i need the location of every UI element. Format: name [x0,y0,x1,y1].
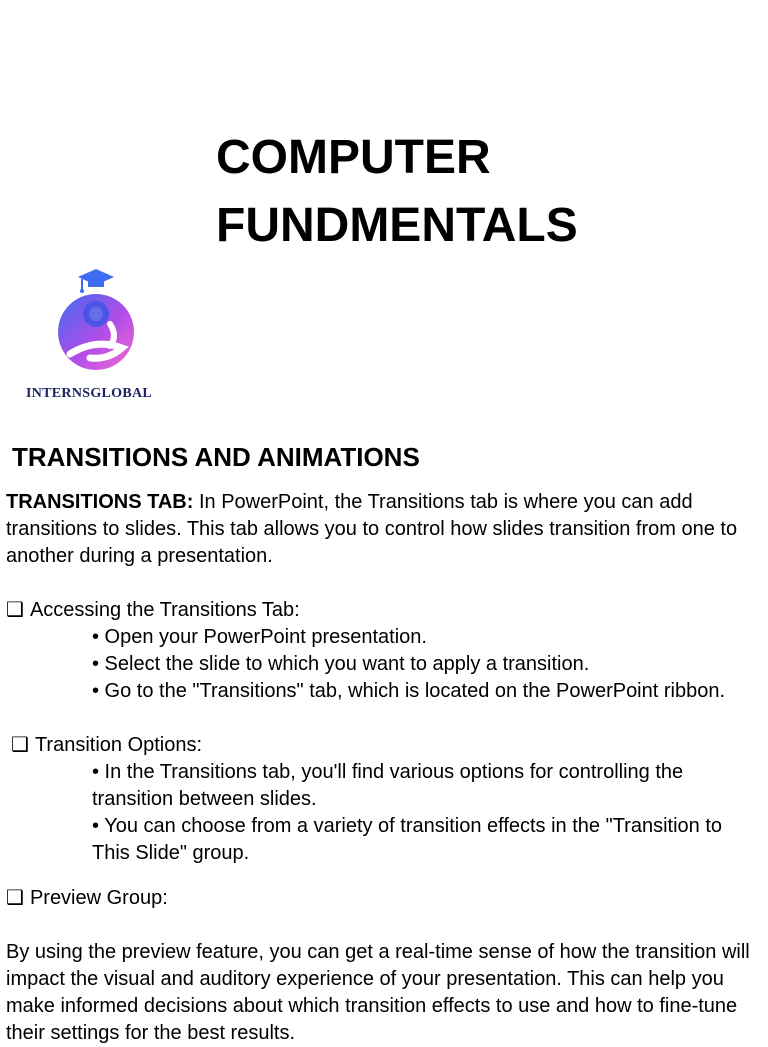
list-item: • Select the slide to which you want to apply a transition. [92,653,590,675]
list-item: • In the Transitions tab, you'll find various options for controlling the transition between slides. [92,761,684,810]
preview-heading-text: Preview Group: [29,887,168,909]
intro-text: In PowerPoint, the Transitions tab is where you can add transitions to slides. This tab allows you to control how slides transition from one to another during a presentation. [6,491,738,567]
accessing-heading-text: Accessing the Transitions Tab: [29,599,300,621]
page-title [216,124,578,260]
section-heading: TRANSITIONS AND ANIMATIONS [12,442,420,472]
intro-label: TRANSITIONS TAB: [6,491,194,513]
checkbox-bullet-icon: ❑ [6,599,24,621]
list-item: • Open your PowerPoint presentation. [92,626,427,648]
closing-paragraph: By using the preview feature, you can get a real-time sense of how the transition will impact the visual and auditory experience of your presentation. This can help you make informed decisions about which transition effects to use and how to fine-tune their settings for the best results. [6,941,750,1044]
logo-text: INTERNSGLOBAL [26,386,153,401]
intro-paragraph [6,489,762,570]
accessing-heading [6,597,300,624]
list-item: • Go to the "Transitions" tab, which is located on the PowerPoint ribbon. [92,680,726,702]
preview-heading [6,885,168,912]
options-heading [11,732,202,759]
options-list [92,759,762,867]
logo [22,266,172,406]
list-item: • You can choose from a variety of transition effects in the "Transition to This Slide" group. [92,815,722,864]
accessing-list [92,624,762,705]
checkbox-bullet-icon: ❑ [11,734,29,756]
title-line-1: COMPUTER [216,131,491,184]
checkbox-bullet-icon: ❑ [6,887,24,909]
title-line-2: FUNDMENTALS [216,199,578,252]
options-heading-text: Transition Options: [34,734,203,756]
graduation-cap-g-logo-icon [50,266,142,378]
